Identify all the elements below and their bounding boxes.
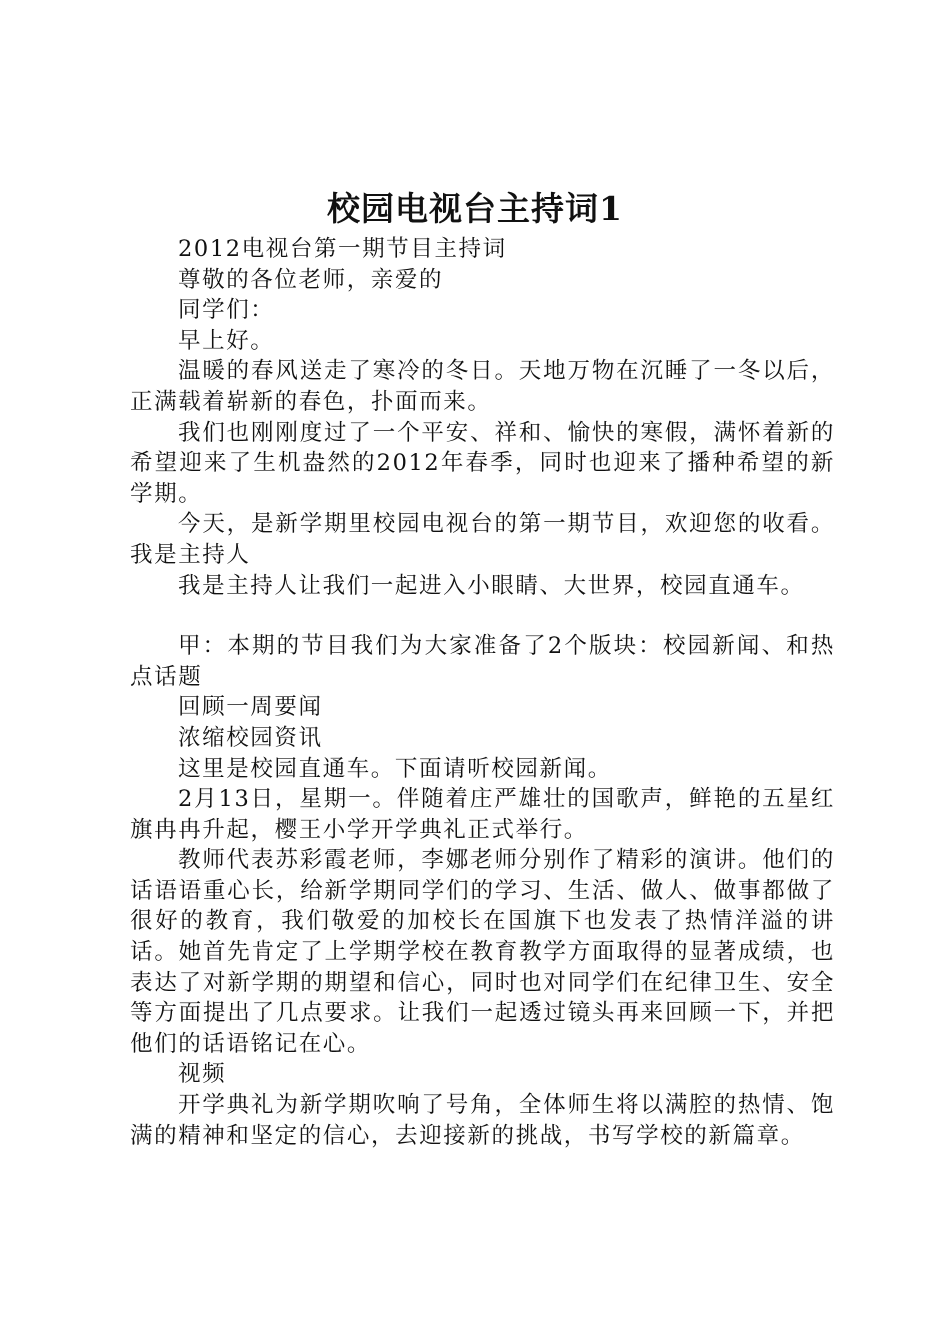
paragraph-new-semester: 我们也刚刚度过了一个平安、祥和、愉快的寒假，满怀着新的希望迎来了生机盎然的2012年春季，同时也迎来了播种希望的新学期。 (130, 419, 835, 507)
paragraph-good-morning: 早上好。 (178, 327, 275, 354)
document-body (130, 234, 835, 1151)
document-title: 校园电视台主持词1 (327, 189, 623, 228)
paragraph-greeting-teachers: 尊敬的各位老师，亲爱的 (178, 266, 444, 293)
paragraph-host-intro: 我是主持人让我们一起进入小眼睛、大世界，校园直通车。 (178, 572, 805, 599)
paragraph-sections: 甲：本期的节目我们为大家准备了2个版块：校园新闻、和热点话题 (130, 633, 835, 690)
paragraph-review-week: 回顾一周要闻 (178, 694, 323, 721)
paragraph-program-name: 2012电视台第一期节目主持词 (178, 236, 507, 262)
paragraph-speeches: 教师代表苏彩霞老师，李娜老师分别作了精彩的演讲。他们的话语语重心长，给新学期同学们的学习、生活、做人、做事都做了很好的教育，我们敬爱的加校长在国旗下也发表了热情洋溢的讲话。她首先肯定了上学期学校在教育教学方面取得的显著成绩，也表达了对新学期的期望和信心，同时也对同学们在纪律卫生、安全等方面提出了几点要求。让我们一起透过镜头再来回顾一下，并把他们的话语铭记在心。 (130, 847, 835, 1057)
paragraph-campus-info: 浓缩校园资讯 (178, 724, 323, 751)
paragraph-news-intro: 这里是校园直通车。下面请听校园新闻。 (178, 755, 612, 782)
paragraph-video: 视频 (178, 1061, 227, 1088)
paragraph-opening-ceremony: 2月13日，星期一。伴随着庄严雄壮的国歌声，鲜艳的五星红旗冉冉升起，樱王小学开学典礼正式举行。 (130, 786, 835, 843)
paragraph-greeting-students: 同学们： (178, 297, 275, 324)
paragraph-welcome: 今天，是新学期里校园电视台的第一期节目，欢迎您的收看。我是主持人 (130, 511, 835, 568)
paragraph-closing: 开学典礼为新学期吹响了号角，全体师生将以满腔的热情、饱满的精神和坚定的信心，去迎接新的挑战，书写学校的新篇章。 (130, 1092, 835, 1149)
paragraph-spring: 温暖的春风送走了寒冷的冬日。天地万物在沉睡了一冬以后，正满载着崭新的春色，扑面而来。 (130, 358, 835, 415)
